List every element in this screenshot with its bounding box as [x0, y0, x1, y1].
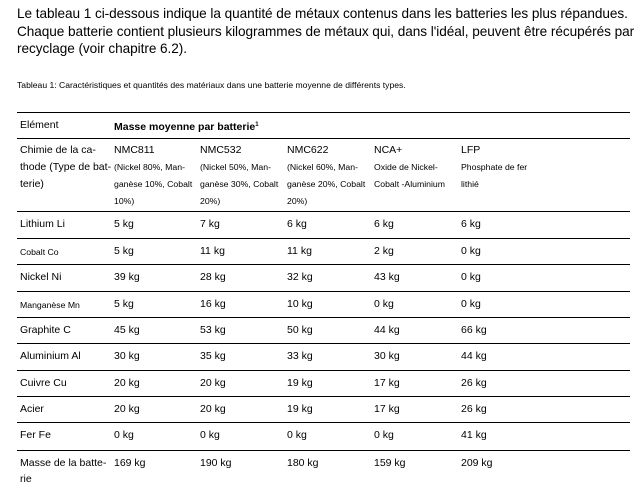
chem-type: NMC622	[287, 144, 329, 156]
row-value: 41 kg	[461, 429, 487, 441]
row-value: 19 kg	[287, 403, 313, 415]
table-rule	[17, 291, 630, 292]
chem-desc: Cobalt -Aluminium	[374, 179, 445, 189]
row-label: Nickel Ni	[20, 271, 62, 283]
row-value: 0 kg	[287, 429, 307, 441]
row-label: Graphite C	[20, 324, 71, 336]
row-value: 28 kg	[200, 271, 226, 283]
row-value: 20 kg	[200, 403, 226, 415]
row-label: rie	[20, 473, 32, 485]
table-rule	[17, 264, 630, 265]
chem-label: thode (Type de bat-	[20, 161, 112, 173]
row-value: 26 kg	[461, 403, 487, 415]
chem-desc: (Nickel 50%, Man-	[200, 162, 271, 172]
row-label: Cobalt Co	[20, 247, 59, 257]
row-value: 5 kg	[114, 298, 134, 310]
row-value: 20 kg	[114, 403, 140, 415]
row-label: Cuivre Cu	[20, 377, 67, 389]
table-rule	[17, 370, 630, 371]
chem-desc: ganèse 10%, Cobalt	[114, 179, 193, 189]
chem-desc: ganèse 30%, Cobalt	[200, 179, 279, 189]
row-value: 0 kg	[200, 429, 220, 441]
row-value: 19 kg	[287, 377, 313, 389]
row-value: 6 kg	[461, 218, 481, 230]
table-rule	[17, 211, 630, 212]
row-label: Acier	[20, 403, 44, 415]
row-value: 17 kg	[374, 377, 400, 389]
row-value: 159 kg	[374, 457, 406, 469]
row-value: 33 kg	[287, 350, 313, 362]
table-rule	[17, 343, 630, 344]
row-value: 10 kg	[287, 298, 313, 310]
chem-label: terie)	[20, 178, 44, 190]
row-value: 180 kg	[287, 457, 319, 469]
row-value: 0 kg	[461, 245, 481, 257]
chem-desc: 20%)	[287, 196, 308, 206]
row-value: 190 kg	[200, 457, 232, 469]
table-rule	[17, 112, 630, 113]
row-value: 0 kg	[114, 429, 134, 441]
chem-desc: (Nickel 60%, Man-	[287, 162, 358, 172]
intro-line: Chaque batterie contient plusieurs kilogrammes de métaux qui, dans l'idéal, peuvent être récupérés par	[17, 23, 635, 39]
row-value: 35 kg	[200, 350, 226, 362]
row-value: 20 kg	[200, 377, 226, 389]
row-value: 0 kg	[374, 429, 394, 441]
chem-desc: 10%)	[114, 196, 135, 206]
row-value: 43 kg	[374, 271, 400, 283]
row-value: 0 kg	[461, 298, 481, 310]
row-label: Fer Fe	[20, 429, 51, 441]
row-value: 44 kg	[374, 324, 400, 336]
row-value: 44 kg	[461, 350, 487, 362]
row-value: 7 kg	[200, 218, 220, 230]
row-label: Lithium Li	[20, 218, 65, 230]
row-value: 20 kg	[114, 377, 140, 389]
row-value: 39 kg	[114, 271, 140, 283]
table-caption: Tableau 1: Caractéristiques et quantités des matériaux dans une batterie moyenne de différents types.	[17, 80, 406, 90]
intro-line: recyclage (voir chapitre 6.2).	[17, 41, 188, 56]
table-rule	[17, 238, 630, 239]
row-value: 30 kg	[114, 350, 140, 362]
table-rule	[17, 450, 630, 451]
chem-type: NMC811	[114, 144, 155, 156]
chem-desc: Oxide de Nickel-	[374, 162, 438, 172]
row-label: Aluminium Al	[20, 350, 81, 362]
row-value: 26 kg	[461, 377, 487, 389]
table-rule	[17, 396, 630, 397]
row-value: 32 kg	[287, 271, 313, 283]
row-value: 45 kg	[114, 324, 140, 336]
row-value: 0 kg	[461, 271, 481, 283]
row-value: 16 kg	[200, 298, 226, 310]
chem-label: Chimie de la ca-	[20, 144, 96, 156]
header-masse: Masse moyenne par batterie$^1$	[114, 121, 259, 133]
intro-paragraph	[17, 5, 639, 58]
chem-type: NMC532	[200, 144, 242, 156]
chem-type: NCA+	[374, 144, 403, 156]
chem-type: LFP	[461, 144, 481, 156]
row-label: Masse de la batte-	[20, 457, 107, 469]
row-value: 11 kg	[200, 245, 225, 257]
row-value: 2 kg	[374, 245, 394, 257]
row-value: 6 kg	[287, 218, 307, 230]
row-value: 30 kg	[374, 350, 400, 362]
chem-desc: 20%)	[200, 196, 221, 206]
table-rule	[17, 317, 630, 318]
header-element: Elément	[20, 119, 59, 131]
table-rule	[17, 138, 630, 139]
row-value: 11 kg	[287, 245, 312, 257]
row-value: 5 kg	[114, 245, 134, 257]
chem-desc: lithié	[461, 179, 479, 189]
row-value: 5 kg	[114, 218, 134, 230]
chem-desc: (Nickel 80%, Man-	[114, 162, 185, 172]
row-value: 17 kg	[374, 403, 400, 415]
row-value: 0 kg	[374, 298, 394, 310]
row-value: 66 kg	[461, 324, 487, 336]
row-value: 6 kg	[374, 218, 394, 230]
row-label: Manganèse Mn	[20, 300, 80, 310]
chem-desc: ganèse 20%, Cobalt	[287, 179, 366, 189]
row-value: 53 kg	[200, 324, 226, 336]
header-footnote: 1	[255, 122, 259, 128]
row-value: 209 kg	[461, 457, 493, 469]
chem-desc: Phosphate de fer	[461, 162, 528, 172]
row-value: 169 kg	[114, 457, 146, 469]
row-value: 50 kg	[287, 324, 313, 336]
table-rule	[17, 422, 630, 423]
intro-line: Le tableau 1 ci-dessous indique la quantité de métaux contenus dans les batteries les plus répandues.	[17, 6, 628, 21]
